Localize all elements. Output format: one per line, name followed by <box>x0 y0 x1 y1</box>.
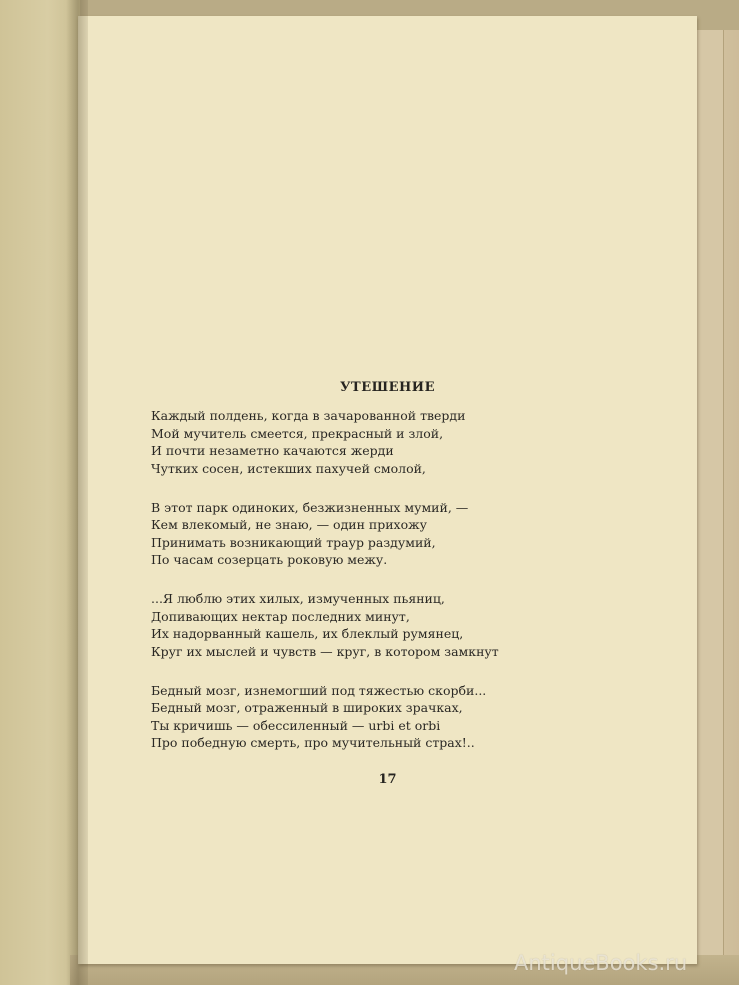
poem-line: И почти незаметно качаются жерди <box>151 443 394 458</box>
stanza-4 <box>151 682 621 752</box>
poem-line: Каждый полдень, когда в зачарованной тверди <box>151 408 466 423</box>
stanza-2 <box>151 499 621 569</box>
poem-line: Допивающих нектар последних минут, <box>151 608 410 624</box>
watermark: AntiqueBooks.ru <box>514 951 688 975</box>
poem-body <box>151 407 621 773</box>
poem-line: Бедный мозг, изнемогший под тяжестью скорби... <box>151 682 487 698</box>
poem-line: Их надорванный кашель, их блеклый румянец, <box>151 626 464 641</box>
poem-line: Кем влекомый, не знаю, — один прихожу <box>151 517 427 532</box>
poem-line: Про победную смерть, про мучительный страх!.. <box>151 735 475 750</box>
book-page <box>78 16 697 964</box>
poem-line: В этот парк одиноких, безжизненных мумий, — <box>151 499 469 515</box>
poem-line: По часам созерцать роковую межу. <box>151 552 388 567</box>
poem-line: Принимать возникающий траур раздумий, <box>151 534 436 550</box>
poem-line: Бедный мозг, отраженный в широких зрачках, <box>151 700 463 715</box>
back-cover-edge <box>694 30 724 960</box>
poem-line: ...Я люблю этих хилых, измученных пьяниц, <box>151 591 445 606</box>
poem-line: Чутких сосен, истекших пахучей смолой, <box>151 460 426 476</box>
poem-line: Круг их мыслей и чувств — круг, в котором замкнут <box>151 643 499 659</box>
poem-line: Мой мучитель смеется, прекрасный и злой, <box>151 425 444 441</box>
stanza-3 <box>151 590 621 660</box>
poem-line: Ты кричишь — обессиленный — urbi et orbi <box>151 717 441 733</box>
stanza-1 <box>151 407 621 477</box>
poem-title: УТЕШЕНИЕ <box>340 380 435 395</box>
gutter-shadow <box>66 0 88 985</box>
page-number: 17 <box>378 772 397 787</box>
